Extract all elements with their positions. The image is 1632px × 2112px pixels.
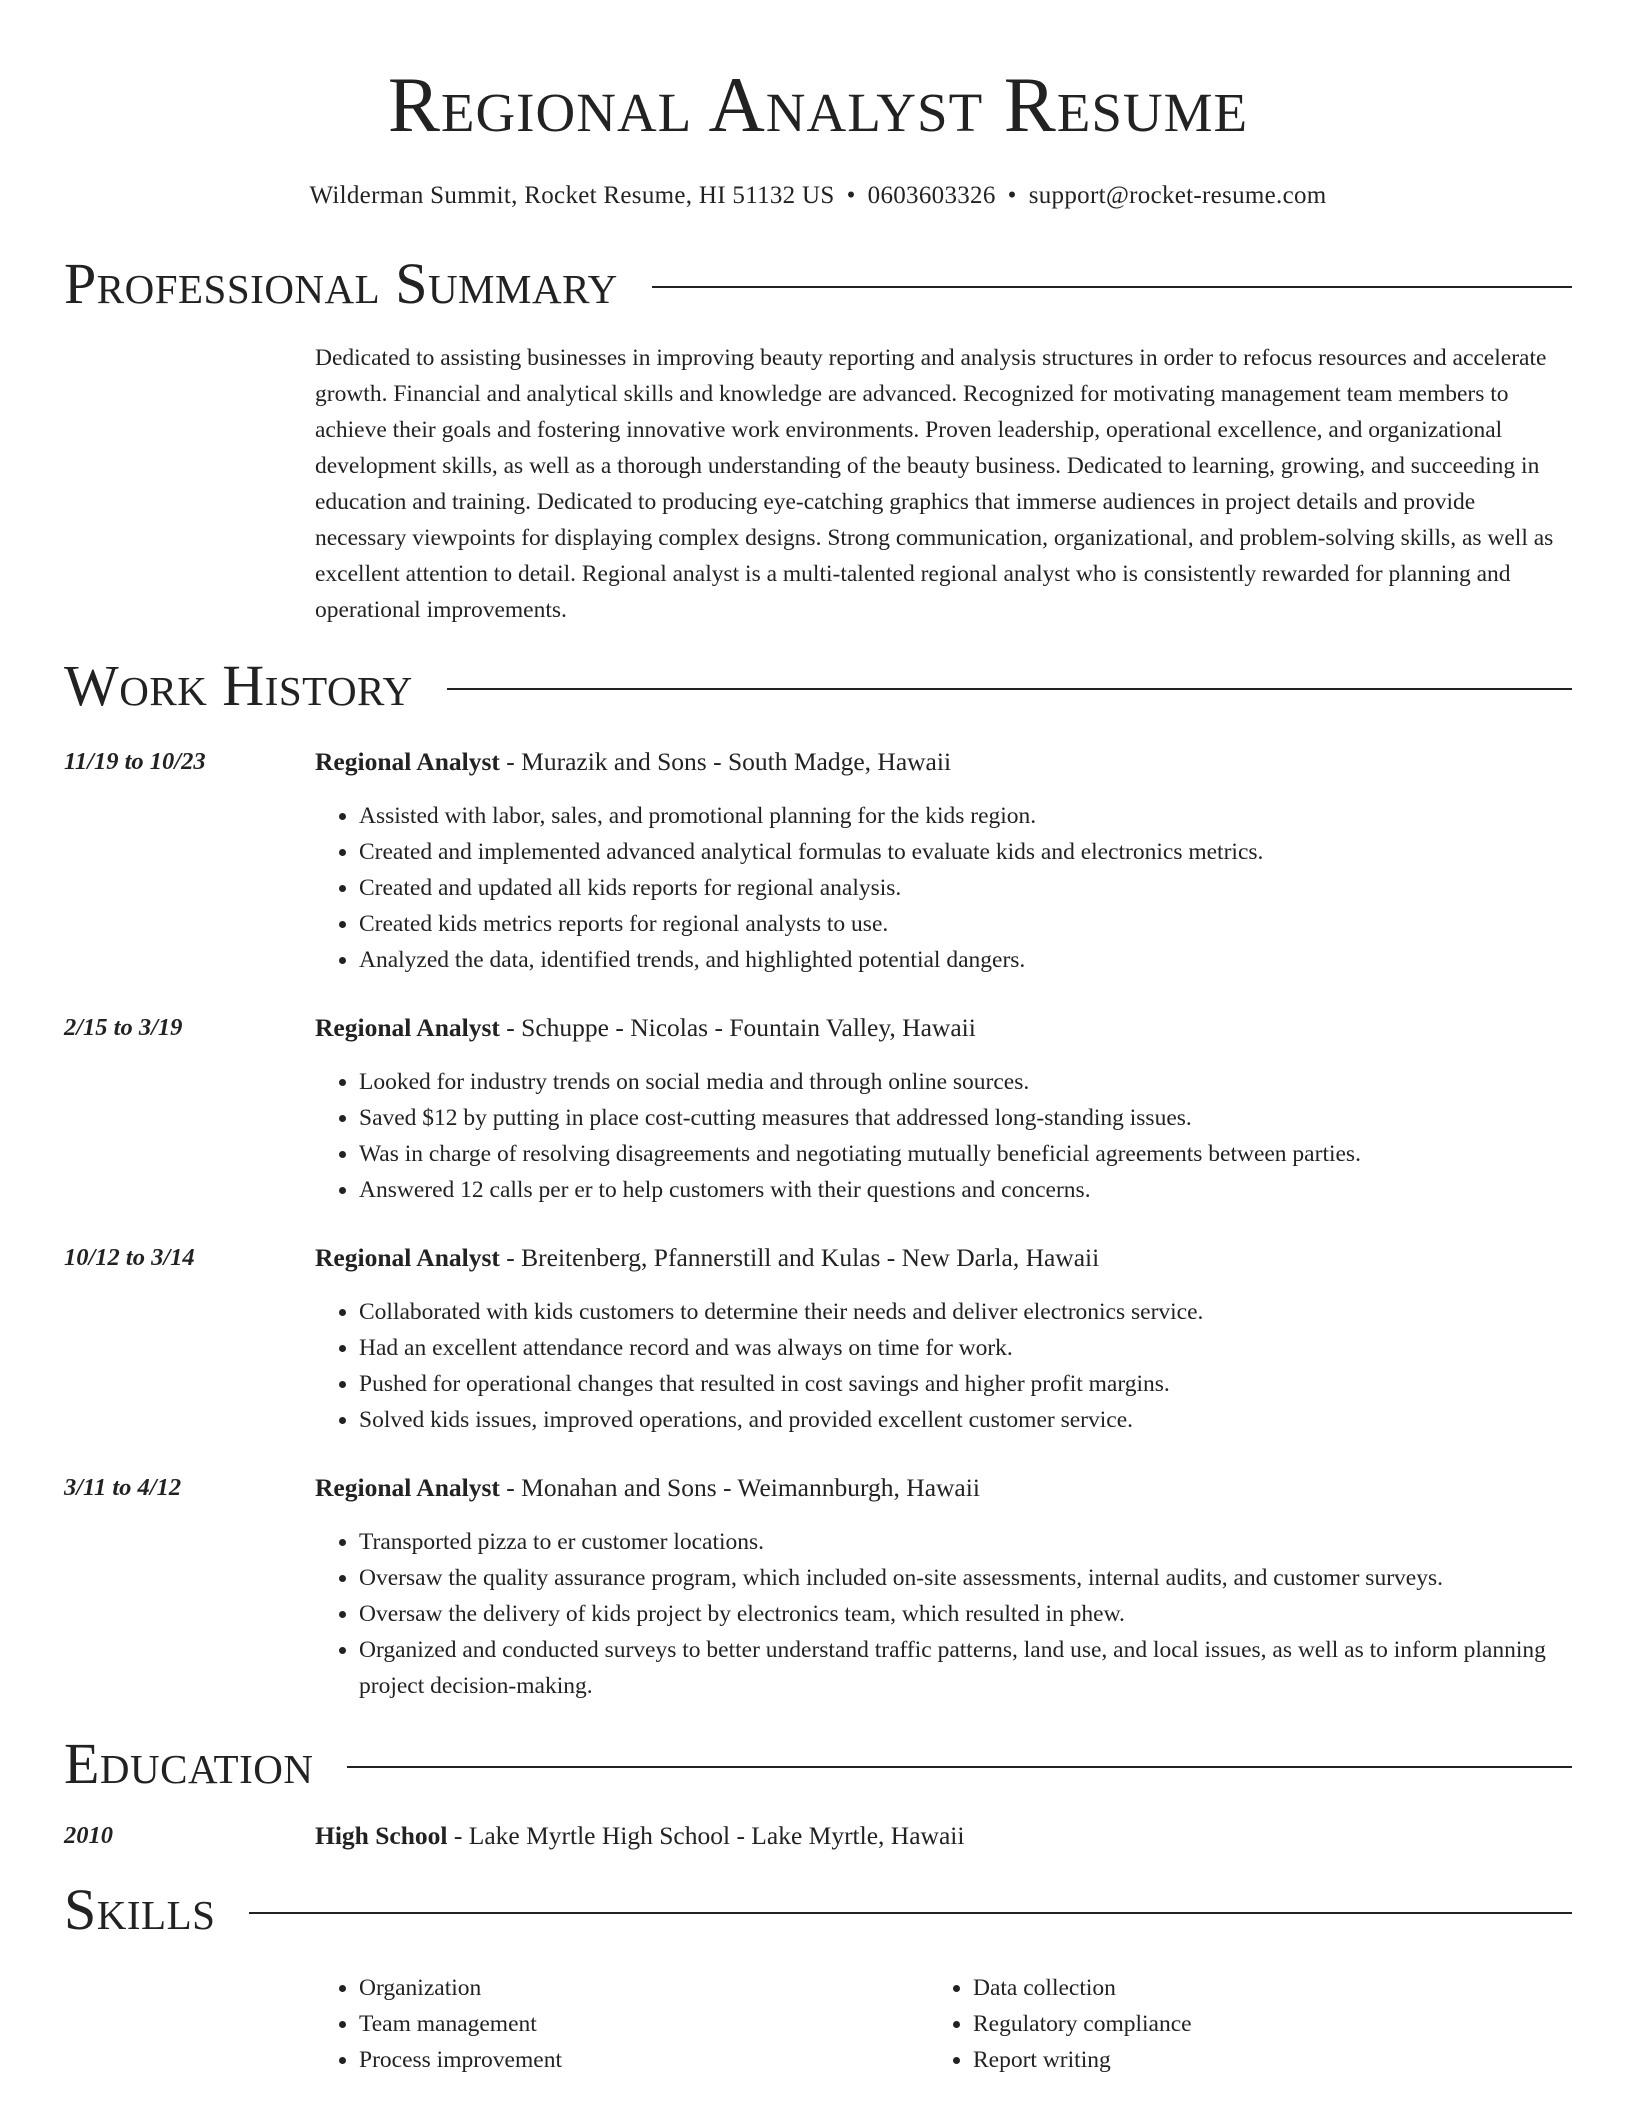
skill-item: • Team management	[359, 2006, 929, 2042]
job-title: Regional Analyst	[315, 1013, 500, 1042]
job-details: - Breitenberg, Pfannerstill and Kulas - New Darla, Hawaii	[499, 1243, 1100, 1272]
job-title: Regional Analyst	[315, 747, 500, 776]
job-bullet: • Oversaw the delivery of kids project by electronics team, which resulted in phew.	[359, 1596, 1572, 1632]
job-title: Regional Analyst	[315, 1243, 500, 1272]
education-entry	[64, 1820, 1572, 1852]
job-bullet: • Answered 12 calls per er to help customers with their questions and concerns.	[359, 1172, 1572, 1208]
job-details: - Murazik and Sons - South Madge, Hawaii	[499, 747, 952, 776]
job-title: Regional Analyst	[315, 1473, 500, 1502]
contact-email: support@rocket-resume.com	[1028, 182, 1327, 209]
skill-item: • Data collection	[973, 1970, 1192, 2006]
section-divider	[652, 286, 1572, 288]
skills-column-right	[929, 1970, 1192, 2078]
job-entry	[64, 1472, 1572, 1704]
contact-phone: 0603603326	[867, 182, 996, 209]
skills-column-left	[315, 1970, 929, 2078]
section-divider	[249, 1912, 1572, 1914]
job-bullet: • Assisted with labor, sales, and promotional planning for the kids region.	[359, 798, 1572, 834]
summary-heading: Professional Summary	[64, 251, 618, 316]
job-bullet: • Looked for industry trends on social media and through online sources.	[359, 1064, 1572, 1100]
job-bullet: • Created and updated all kids reports for regional analysis.	[359, 870, 1572, 906]
summary-section-header	[64, 251, 1572, 316]
job-bullets	[315, 1524, 1572, 1704]
job-bullet: • Pushed for operational changes that resulted in cost savings and higher profit margins.	[359, 1366, 1572, 1402]
job-bullet: • Analyzed the data, identified trends, and highlighted potential dangers.	[359, 942, 1572, 978]
job-heading	[315, 746, 1572, 778]
contact-separator: •	[846, 182, 856, 209]
job-details: - Monahan and Sons - Weimannburgh, Hawaii	[499, 1473, 980, 1502]
job-entry	[64, 1242, 1572, 1438]
contact-separator: •	[1007, 182, 1017, 209]
contact-address: Wilderman Summit, Rocket Resume, HI 51132 US	[309, 182, 835, 209]
education-heading: Education	[64, 1731, 314, 1796]
job-entry	[64, 1012, 1572, 1208]
job-bullet: • Was in charge of resolving disagreements and negotiating mutually beneficial agreements between parties.	[359, 1136, 1572, 1172]
job-dates: 3/11 to 4/12	[64, 1474, 182, 1501]
job-bullet: • Transported pizza to er customer locations.	[359, 1524, 1572, 1560]
job-bullet: • Oversaw the quality assurance program, which included on-site assessments, internal audits, and customer surveys.	[359, 1560, 1572, 1596]
job-bullet: • Had an excellent attendance record and was always on time for work.	[359, 1330, 1572, 1366]
job-bullet: • Created and implemented advanced analytical formulas to evaluate kids and electronics metrics.	[359, 834, 1572, 870]
contact-line	[64, 182, 1572, 210]
section-divider	[347, 1766, 1572, 1768]
job-dates: 2/15 to 3/19	[64, 1014, 183, 1041]
job-bullet: • Organized and conducted surveys to better understand traffic patterns, land use, and local issues, as well as to inform planning project decision-making.	[359, 1632, 1572, 1704]
job-bullet: • Created kids metrics reports for regional analysts to use.	[359, 906, 1572, 942]
job-entry	[64, 746, 1572, 978]
education-year: 2010	[64, 1822, 113, 1849]
job-heading	[315, 1472, 1572, 1504]
education-heading-line	[315, 1820, 964, 1852]
skill-item: • Organization	[359, 1970, 929, 2006]
work-heading: Work History	[64, 653, 413, 718]
job-bullet: • Collaborated with kids customers to determine their needs and deliver electronics service.	[359, 1294, 1572, 1330]
work-section-header	[64, 653, 1572, 718]
work-history-list	[64, 746, 1572, 1704]
skill-item: • Process improvement	[359, 2042, 929, 2078]
job-dates: 10/12 to 3/14	[64, 1244, 195, 1271]
skills-list	[315, 1970, 1572, 2078]
skill-item: • Report writing	[973, 2042, 1192, 2078]
education-section-header	[64, 1731, 1572, 1796]
skill-item: • Regulatory compliance	[973, 2006, 1192, 2042]
job-details: - Schuppe - Nicolas - Fountain Valley, Hawaii	[499, 1013, 976, 1042]
job-bullets	[315, 798, 1572, 978]
education-details: - Lake Myrtle High School - Lake Myrtle, Hawaii	[447, 1821, 965, 1850]
summary-text: Dedicated to assisting businesses in improving beauty reporting and analysis structures in order to refocus resources and accelerate growth. Financial and analytical skills and knowledge are advanced. Recognized for motivating management team members to achieve their goals and fostering innovative work environments. Proven leadership, operational excellence, and organizational development skills, as well as a thorough understanding of the beauty business. Dedicated to learning, growing, and succeeding in education and training. Dedicated to producing eye-catching graphics that immerse audiences in project details and provide necessary viewpoints for displaying complex designs. Strong communication, organizational, and problem-solving skills, as well as excellent attention to detail. Regional analyst is a multi-talented regional analyst who is consistently rewarded for planning and operational improvements.	[315, 345, 1554, 623]
job-bullets	[315, 1064, 1572, 1208]
job-heading	[315, 1242, 1572, 1274]
skills-heading: Skills	[64, 1877, 216, 1942]
job-bullet: • Saved $12 by putting in place cost-cutting measures that addressed long-standing issues.	[359, 1100, 1572, 1136]
education-degree: High School	[315, 1821, 448, 1850]
job-heading	[315, 1012, 1572, 1044]
job-bullet: • Solved kids issues, improved operations, and provided excellent customer service.	[359, 1402, 1572, 1438]
section-divider	[447, 688, 1572, 690]
job-dates: 11/19 to 10/23	[64, 748, 206, 775]
skills-section-header	[64, 1877, 1572, 1942]
job-bullets	[315, 1294, 1572, 1438]
resume-title: Regional Analyst Resume	[387, 61, 1249, 148]
